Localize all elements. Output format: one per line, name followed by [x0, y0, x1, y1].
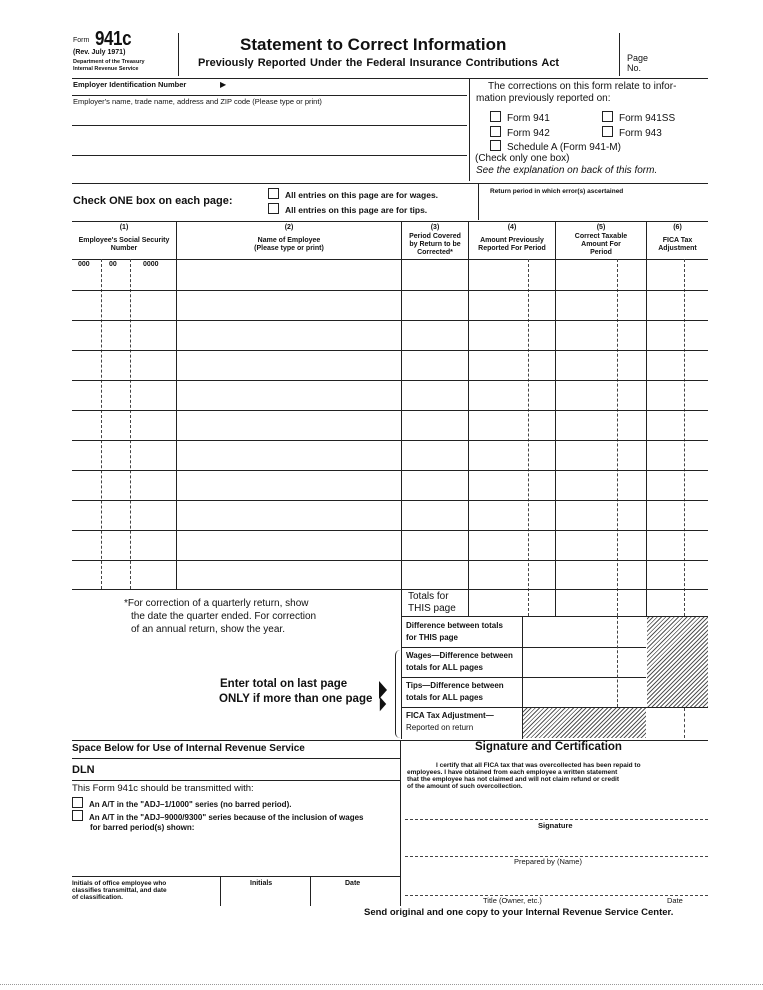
form-title: Statement to Correct Information: [240, 35, 507, 54]
signature-heading: Signature and Certification: [475, 741, 622, 753]
title-label: Title (Owner, etc.): [483, 896, 542, 905]
tips-label: All entries on this page are for tips.: [285, 205, 428, 215]
page-no-label: No.: [627, 63, 642, 73]
prepared-by-field[interactable]: [405, 835, 708, 855]
form942-option[interactable]: [490, 126, 550, 140]
footnote-line2: the date the quarter ended. For correction: [131, 611, 317, 622]
form941ss-option[interactable]: [602, 111, 675, 125]
see-explanation-note: See the explanation on back of this form.: [476, 165, 658, 176]
return-period-label: Return period in which error(s) ascertained: [490, 188, 624, 195]
form941-label: Form 941: [507, 113, 550, 124]
totals-this-page-label1: Totals for: [408, 591, 449, 602]
prepared-by-label: Prepared by (Name): [514, 857, 582, 866]
employer-zip-field[interactable]: [72, 156, 467, 183]
form943-option[interactable]: [602, 126, 662, 140]
tips-diff-label1: Tips—Difference between: [406, 681, 504, 690]
initials-desc2: classifies transmittal, and date: [72, 887, 167, 894]
return-period-field[interactable]: [480, 198, 708, 218]
employer-address-field[interactable]: [72, 126, 467, 153]
wages-diff-label2: totals for ALL pages: [406, 663, 483, 672]
ssn-group-digits: 00: [109, 261, 117, 268]
check-one-label: Check ONE box on each page:: [73, 195, 233, 207]
corrections-intro-line2: mation previously reported on:: [476, 93, 611, 104]
footnote-line3: of an annual return, show the year.: [131, 624, 285, 635]
initials-desc1: Initials of office employee who: [72, 880, 167, 887]
form941ss-checkbox[interactable]: [602, 111, 613, 122]
department-line2: Internal Revenue Service: [73, 66, 139, 72]
page-label: Page: [627, 53, 649, 63]
date-sign-label: Date: [667, 896, 683, 905]
initials-desc3: of classification.: [72, 894, 123, 901]
diff-totals-label1: Difference between totals: [406, 621, 503, 630]
title-field[interactable]: [405, 874, 625, 894]
enter-total-line1: Enter total on last page: [220, 678, 348, 690]
adj9000-label-cont: for barred period(s) shown:: [90, 823, 195, 832]
adj9000-option[interactable]: [72, 810, 364, 822]
check-only-note: (Check only one box): [475, 153, 570, 164]
shaded-area-fica: [523, 708, 646, 738]
adj1000-checkbox[interactable]: [72, 797, 83, 808]
arrow-right-icon: [380, 697, 386, 711]
adj1000-option[interactable]: [72, 797, 291, 809]
cert-line1: I certify that all FICA tax that was overcollected has been repaid to: [436, 762, 641, 769]
ssn-serial-digits: 0000: [143, 261, 159, 268]
form-word: Form: [73, 37, 90, 44]
form942-checkbox[interactable]: [490, 126, 501, 137]
schedule-a-label: Schedule A (Form 941-M): [507, 142, 621, 153]
revision-date: (Rev. July 1971): [73, 49, 126, 56]
column3-header: (3) Period Covered by Return to be Corrected*: [409, 224, 461, 257]
ssn-area-digits: 000: [78, 261, 90, 268]
send-instructions: Send original and one copy to your Internal Revenue Service Center.: [364, 907, 674, 918]
form941-option[interactable]: [490, 111, 550, 125]
cert-line3: that the employee has not claimed and will not claim refund or credit: [407, 776, 620, 783]
form943-checkbox[interactable]: [602, 126, 613, 137]
adj9000-label: An A/T in the "ADJ–9000/9300" series because of the inclusion of wages: [89, 813, 364, 822]
footnote-line1: *For correction of a quarterly return, show: [124, 598, 309, 609]
column4-header: (4) Amount Previously Reported For Period: [478, 224, 546, 253]
enter-total-line2: ONLY if more than one page: [219, 693, 373, 705]
form-subtitle: Previously Reported Under the Federal Insurance Contributions Act: [198, 57, 560, 69]
date-field[interactable]: [640, 874, 708, 894]
entry-rows-area[interactable]: [72, 260, 708, 589]
tips-checkbox[interactable]: [268, 203, 279, 214]
fica-adj-label1: FICA Tax Adjustment—: [406, 711, 494, 720]
column6-header: (6) FICA Tax Adjustment: [658, 224, 697, 253]
tips-diff-label2: totals for ALL pages: [406, 693, 483, 702]
tips-option[interactable]: [268, 203, 427, 216]
adj9000-checkbox[interactable]: [72, 810, 83, 821]
form941-checkbox[interactable]: [490, 111, 501, 122]
column2-header: (2) Name of Employee (Please type or print): [254, 224, 324, 253]
signature-field[interactable]: [405, 796, 708, 818]
ein-label: Employer Identification Number: [73, 80, 187, 89]
date-label: Date: [345, 880, 361, 887]
wages-diff-label1: Wages—Difference between: [406, 651, 513, 660]
corrections-intro-line1: The corrections on this form relate to infor-: [488, 81, 677, 92]
wages-label: All entries on this page are for wages.: [285, 190, 439, 200]
totals-this-page-label2: THIS page: [408, 603, 456, 614]
cert-line2: employees. I have obtained from each employee a written statement: [407, 769, 618, 776]
wages-checkbox[interactable]: [268, 188, 279, 199]
employer-name-field[interactable]: [72, 110, 467, 124]
fica-adj-label2: Reported on return: [406, 723, 474, 732]
diff-totals-label2: for THIS page: [406, 633, 459, 642]
initials-label: Initials: [250, 880, 273, 887]
wages-option[interactable]: [268, 188, 438, 201]
form941ss-label: Form 941SS: [619, 113, 676, 124]
department-line1: Department of the Treasury: [73, 59, 145, 65]
schedule-a-checkbox[interactable]: [490, 140, 501, 151]
shaded-area-col6: [647, 617, 708, 707]
form943-label: Form 943: [619, 128, 662, 139]
form942-label: Form 942: [507, 128, 550, 139]
irs-space-label: Space Below for Use of Internal Revenue Service: [72, 743, 305, 754]
schedule-a-option[interactable]: [490, 140, 621, 154]
signature-label: Signature: [538, 821, 573, 830]
column1-header: (1) Employee's Social Security Number: [78, 224, 170, 253]
form-number: 941c: [95, 28, 132, 50]
transmit-label: This Form 941c should be transmitted with:: [72, 783, 254, 794]
cert-line4: of the amount of such overcollection.: [407, 783, 523, 790]
column5-header: (5) Correct Taxable Amount For Period: [574, 224, 628, 257]
arrow-right-icon: ▶: [220, 80, 227, 89]
employer-name-label: Employer's name, trade name, address and ZIP code (Please type or print): [73, 97, 322, 106]
adj1000-label: An A/T in the "ADJ–1/1000" series (no barred period).: [89, 800, 292, 809]
dln-label: DLN: [72, 764, 95, 776]
